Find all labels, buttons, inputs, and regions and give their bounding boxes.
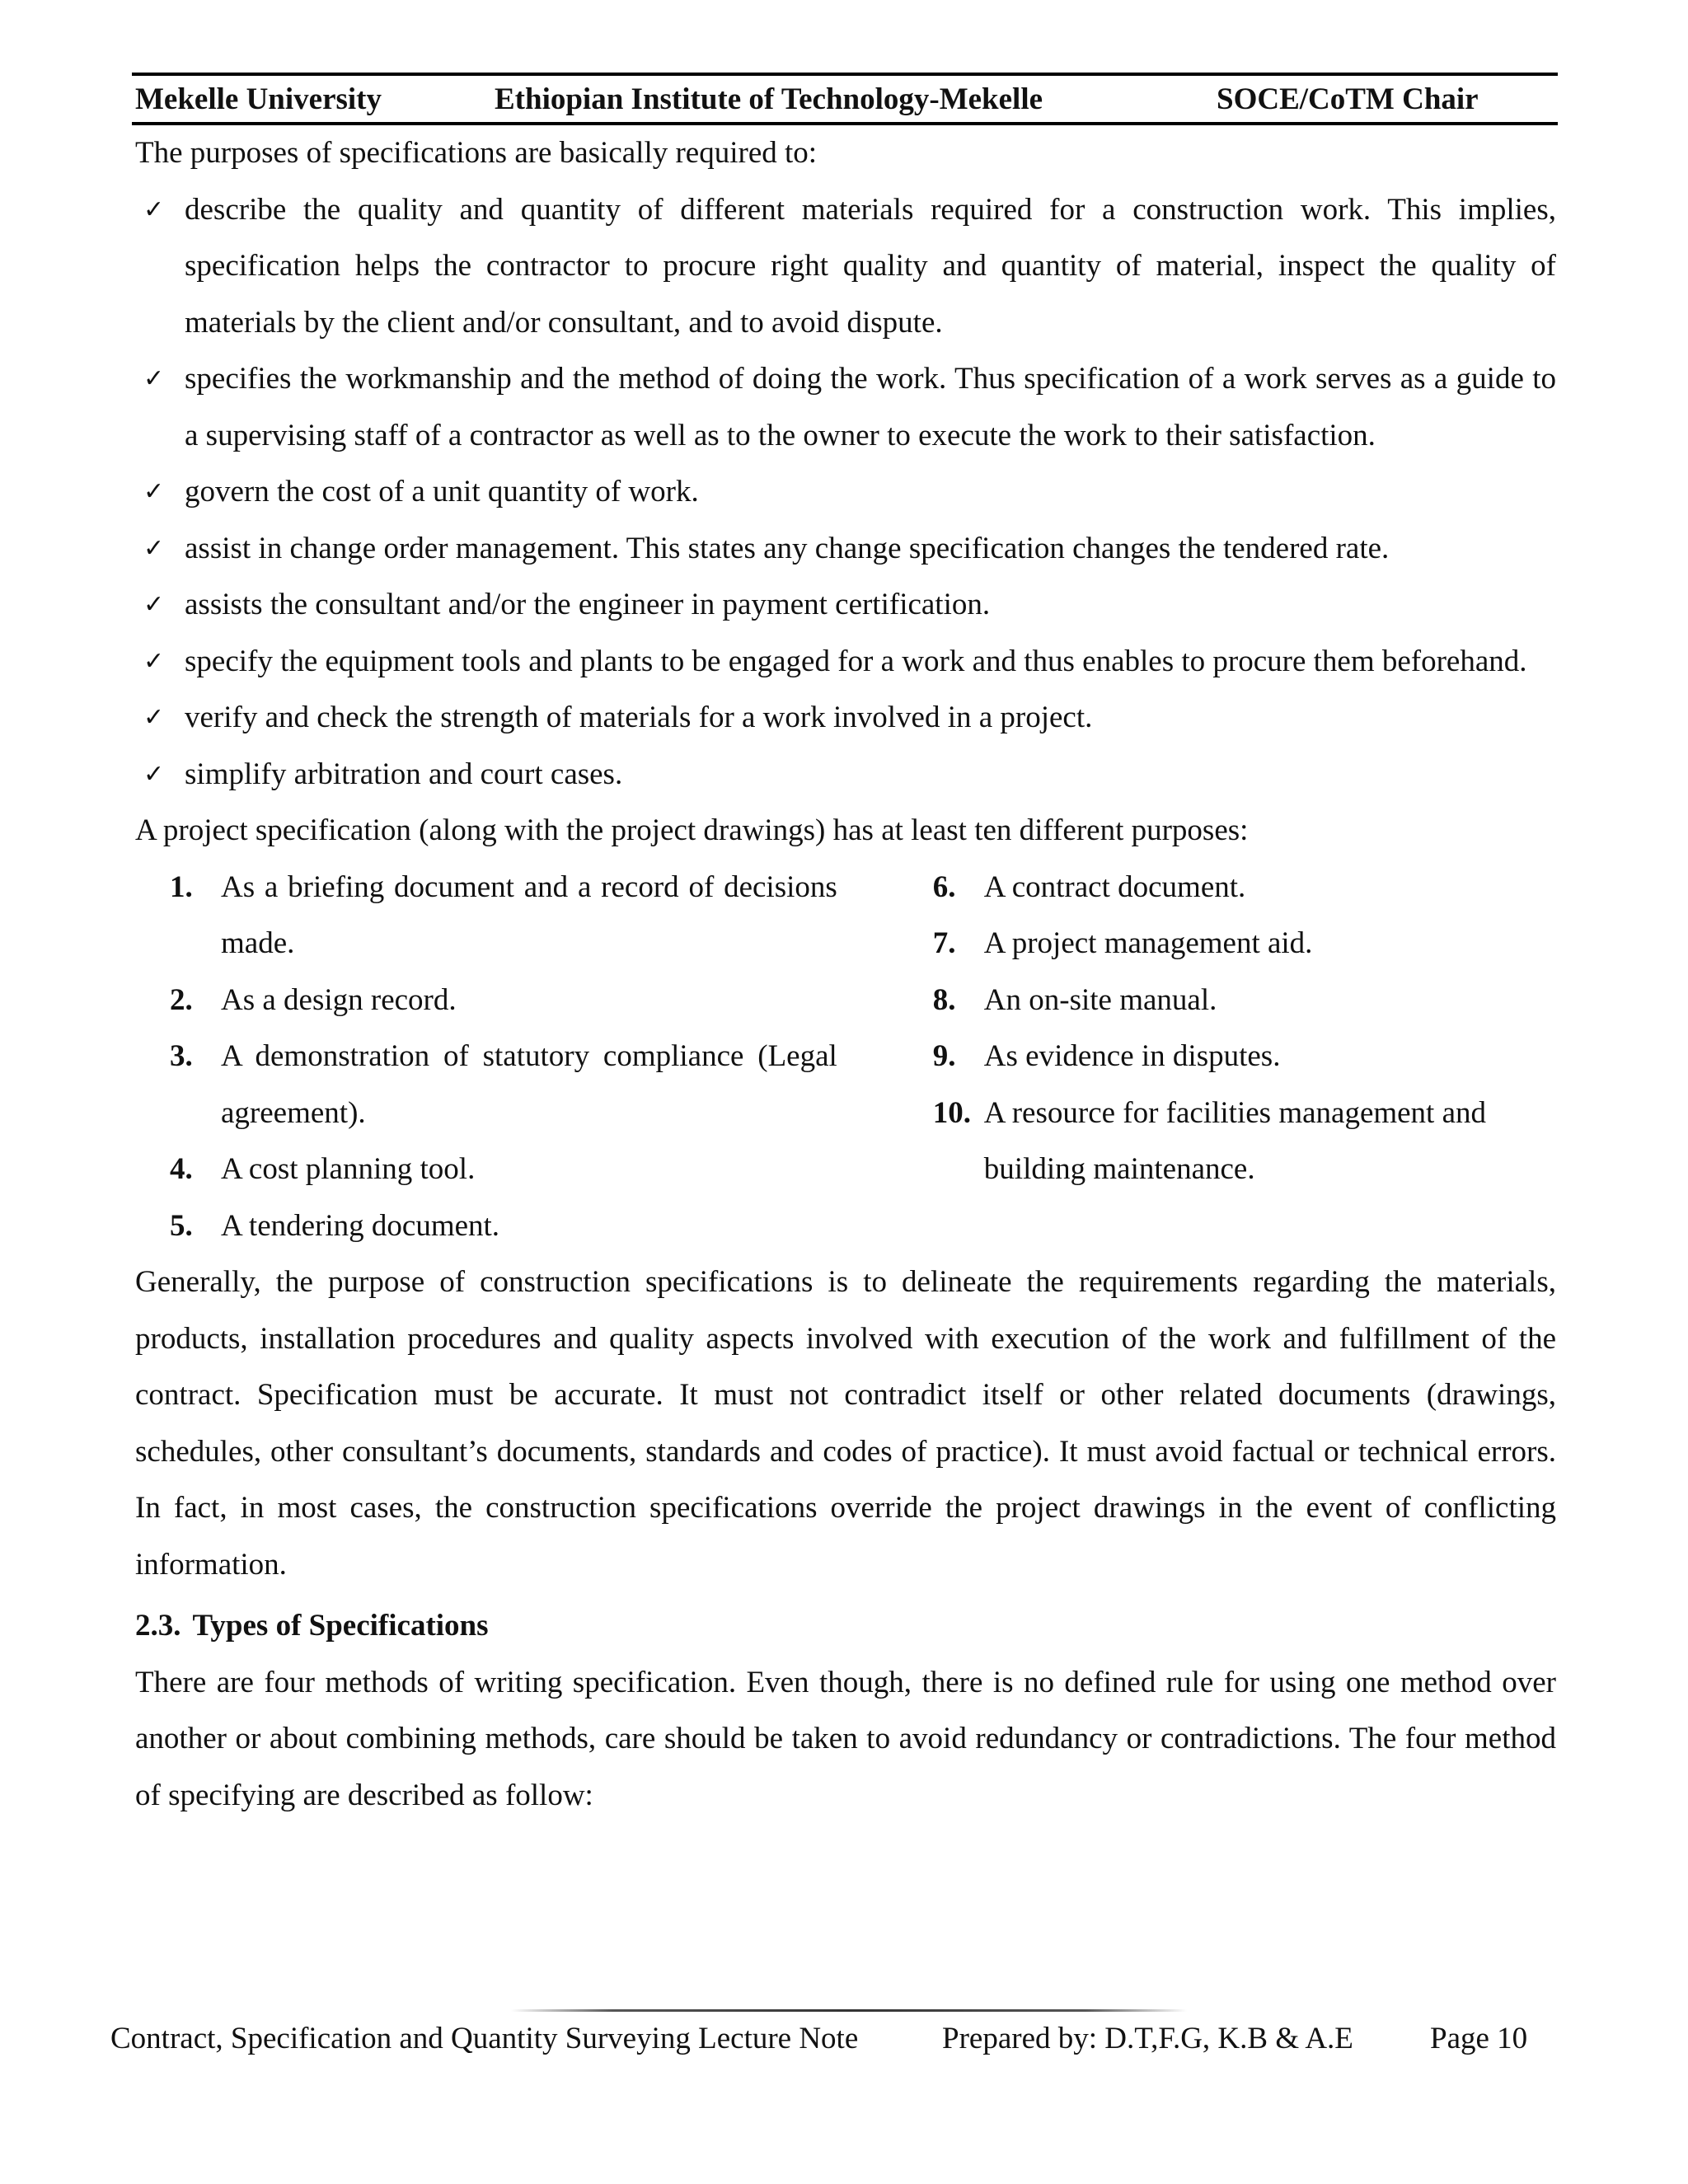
header-institute: Ethiopian Institute of Technology-Mekelle xyxy=(495,82,1043,116)
checklist-item xyxy=(135,634,1556,691)
footer-authors: Prepared by: D.T,F.G, K.B & A.E xyxy=(942,2022,1353,2055)
item-number: 10. xyxy=(932,1095,972,1130)
checklist-item-text: specifies the workmanship and the method of doing the work. Thus specification of a work serves as a guide to a supervising staff of a contractor as well as to the owner to execute the work to their satisfaction. xyxy=(185,362,1556,452)
project-spec-intro: A project specification (along with the project drawings) has at least ten different purposes: xyxy=(135,813,1249,847)
item-number: 8. xyxy=(932,982,956,1017)
item-number: 2. xyxy=(170,982,193,1017)
item-text: As a design record. xyxy=(221,982,457,1017)
checklist-item xyxy=(135,182,1556,352)
purposes-column-left xyxy=(170,860,859,1255)
footer-rule xyxy=(511,2009,1187,2012)
purposes-checklist xyxy=(135,182,1556,804)
checklist-item-text: govern the cost of a unit quantity of work. xyxy=(185,475,699,509)
checkmark-icon: ✓ xyxy=(143,646,165,676)
checklist-item xyxy=(135,521,1556,578)
item-text: As evidence in disputes. xyxy=(983,1039,1281,1073)
checkmark-icon: ✓ xyxy=(143,533,165,563)
numbered-item xyxy=(170,860,859,972)
purposes-intro: The purposes of specifications are basically required to: xyxy=(135,136,818,170)
checkmark-icon: ✓ xyxy=(143,364,165,393)
section-title: Types of Specifications xyxy=(192,1609,489,1643)
checklist-item xyxy=(135,351,1556,464)
checklist-item xyxy=(135,464,1556,521)
types-paragraph: There are four methods of writing specification. Even though, there is no defined rule for using one method over another or about combining methods, care should be taken to avoid redundancy or contradictions. The four method of specifying are described as follow: xyxy=(135,1665,1556,1812)
checklist-item-text: verify and check the strength of materials for a work involved in a project. xyxy=(185,701,1093,734)
checklist-item-text: assist in change order management. This states any change specification changes the tendered rate. xyxy=(185,531,1390,565)
item-text: As a briefing document and a record of decisions made. xyxy=(221,869,837,960)
numbered-item xyxy=(933,972,1556,1029)
item-number: 6. xyxy=(932,869,956,904)
page-body xyxy=(135,125,1556,1824)
item-number: 9. xyxy=(932,1039,956,1073)
checklist-item-text: assists the consultant and/or the engineer in payment certification. xyxy=(185,588,991,621)
checkmark-icon: ✓ xyxy=(143,477,165,506)
numbered-item xyxy=(933,860,1556,916)
numbered-item xyxy=(933,1029,1556,1085)
item-number: 5. xyxy=(170,1208,193,1243)
item-text: A resource for facilities management and building maintenance. xyxy=(983,1095,1487,1186)
checkmark-icon: ✓ xyxy=(143,759,165,789)
numbered-item xyxy=(170,1198,859,1255)
checkmark-icon: ✓ xyxy=(143,590,165,619)
item-text: A project management aid. xyxy=(983,926,1313,960)
item-text: A cost planning tool. xyxy=(221,1152,476,1186)
item-text: A tendering document. xyxy=(221,1208,500,1243)
section-heading xyxy=(135,1598,1556,1655)
checkmark-icon: ✓ xyxy=(143,703,165,732)
checklist-item-text: simplify arbitration and court cases. xyxy=(185,757,623,791)
numbered-item xyxy=(170,1029,859,1141)
numbered-item xyxy=(170,972,859,1029)
ten-purposes-list xyxy=(135,860,1556,1255)
item-number: 4. xyxy=(170,1152,193,1186)
item-number: 3. xyxy=(170,1039,193,1073)
general-paragraph: Generally, the purpose of construction specifications is to delineate the requirements regarding the materials, products, installation procedures and quality aspects involved with execution of the work and fulfillment of the contract. Specification must be accurate. It must not contradict itself or other related documents (drawings, schedules, other consultant’s documents, standards and codes of practice). It must avoid factual or technical errors. In fact, in most cases, the construction specifications override the project drawings in the event of conflicting information. xyxy=(135,1265,1556,1582)
item-text: An on-site manual. xyxy=(983,982,1217,1017)
checkmark-icon: ✓ xyxy=(143,194,165,224)
item-number: 7. xyxy=(932,926,956,960)
numbered-item xyxy=(933,916,1556,972)
section-number: 2.3. xyxy=(135,1609,181,1643)
numbered-item xyxy=(933,1085,1556,1198)
header-top-rule xyxy=(132,73,1558,76)
item-text: A contract document. xyxy=(983,869,1246,904)
checklist-item xyxy=(135,747,1556,804)
item-number: 1. xyxy=(170,869,193,904)
purposes-column-right xyxy=(859,860,1556,1255)
checklist-item-text: describe the quality and quantity of different materials required for a construction work. This implies, specification helps the contractor to procure right quality and quantity of material, inspect the quality of materials by the client and/or consultant, and to avoid dispute. xyxy=(185,192,1556,340)
footer-course-title: Contract, Specification and Quantity Surveying Lecture Note xyxy=(110,2022,859,2055)
checklist-item xyxy=(135,577,1556,634)
checklist-item xyxy=(135,690,1556,747)
numbered-item xyxy=(170,1141,859,1198)
item-text: A demonstration of statutory compliance (Legal agreement). xyxy=(221,1039,837,1130)
footer-page-number: Page 10 xyxy=(1430,2022,1528,2055)
checklist-item-text: specify the equipment tools and plants to be engaged for a work and thus enables to procure them beforehand. xyxy=(185,644,1527,678)
header-university: Mekelle University xyxy=(135,82,382,116)
header-chair: SOCE/CoTM Chair xyxy=(1217,82,1479,116)
